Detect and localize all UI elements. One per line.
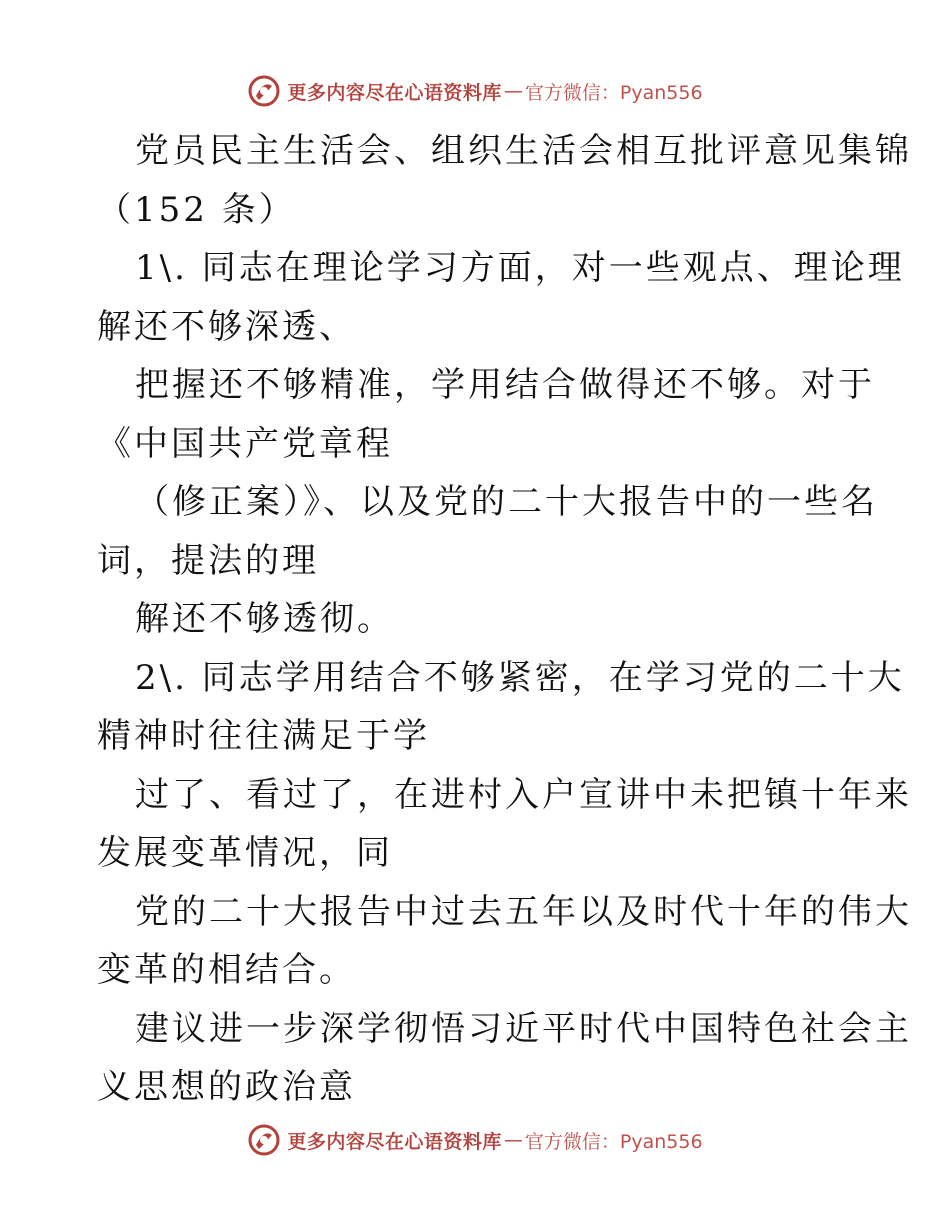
banner-contact: 官方微信：Pyan556: [524, 81, 703, 104]
banner-text: 更多内容尽在心语资料库: [287, 81, 502, 104]
banner-text: 更多内容尽在心语资料库: [287, 1130, 502, 1153]
banner-separator: —: [503, 1129, 523, 1151]
banner-separator: —: [503, 80, 523, 102]
footer-banner: [0, 1120, 950, 1160]
text-line: 解还不够透彻。: [135, 599, 394, 639]
ribbon-logo-icon: [247, 74, 281, 108]
document-body: [97, 122, 912, 1117]
doc-title-line: 党员民主生活会、组织生活会相互批评意见集锦: [135, 131, 912, 171]
text-line: 2\. 同志学用结合不够紧密，在学习党的二十大: [135, 657, 905, 698]
text-line: 把握还不够精准，学用结合做得还不够。对于: [135, 365, 875, 405]
banner-contact: 官方微信：Pyan556: [524, 1130, 703, 1153]
text-line: 党的二十大报告中过去五年以及时代十年的伟大: [135, 891, 912, 932]
text-line: 解还不够深透、: [97, 306, 356, 347]
text-line: 1\. 同志在理论学习方面，对一些观点、理论理: [135, 248, 905, 288]
doc-title-count: （152 条）: [97, 189, 296, 230]
text-line: 变革的相结合。: [97, 950, 356, 990]
text-line: 建议进一步深学彻悟习近平时代中国特色社会主: [135, 1008, 912, 1049]
text-line: 发展变革情况，同: [97, 833, 393, 873]
text-line: 词，提法的理: [97, 540, 319, 581]
header-banner: [0, 71, 950, 111]
text-line: 精神时往往满足于学: [97, 716, 430, 756]
text-line: （修正案）》、以及党的二十大报告中的一些名: [135, 482, 878, 522]
text-line: 《中国共产党章程: [97, 423, 393, 464]
ribbon-logo-icon: [247, 1123, 281, 1157]
text-line: 过了、看过了，在进村入户宣讲中未把镇十年来: [135, 774, 912, 815]
text-line: 义思想的政治意: [97, 1067, 356, 1107]
